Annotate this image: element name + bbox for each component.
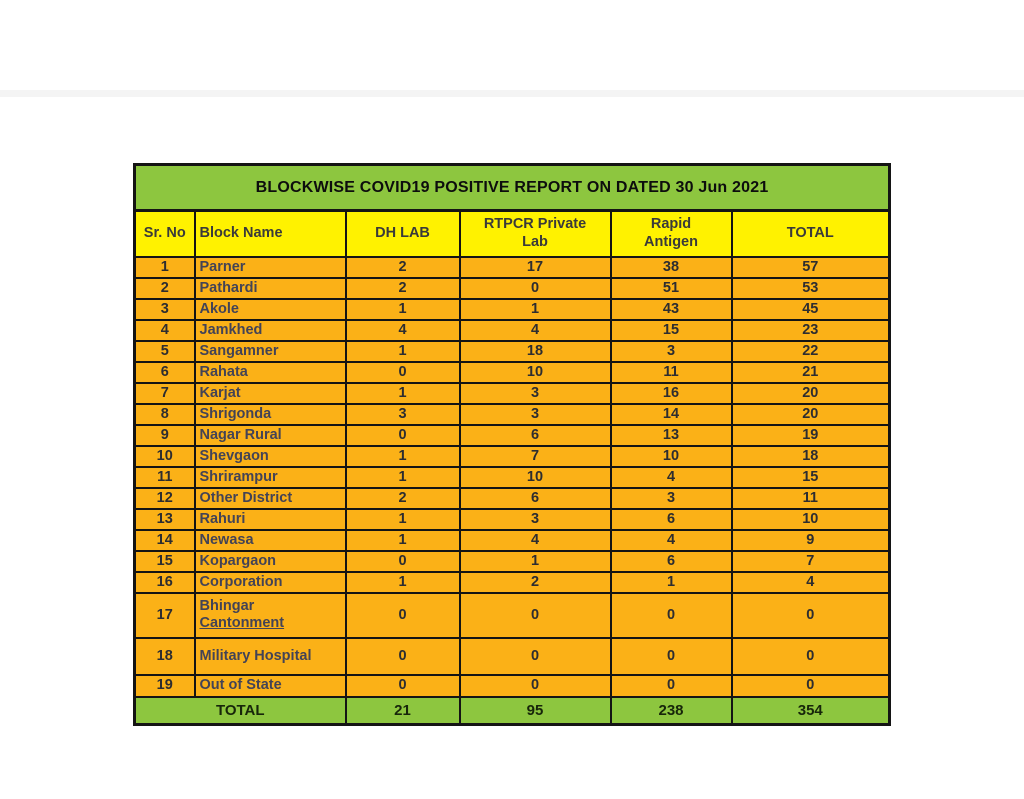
table-row — [135, 509, 890, 530]
dh-lab-cell: 1 — [346, 299, 460, 320]
table-row — [135, 467, 890, 488]
total-cell: 9 — [732, 530, 890, 551]
table-row — [135, 299, 890, 320]
total-cell: 7 — [732, 551, 890, 572]
total-cell: 15 — [732, 467, 890, 488]
table-row — [135, 638, 890, 675]
dh-lab-cell: 1 — [346, 383, 460, 404]
report-title-row — [135, 165, 890, 211]
block-name-label: Rahata — [199, 363, 248, 380]
rapid-antigen-cell: 4 — [611, 467, 732, 488]
header-row — [135, 211, 890, 257]
dh-lab-cell: 2 — [346, 488, 460, 509]
rtpcr-private-lab-cell: 4 — [460, 320, 611, 341]
sr-no-cell: 14 — [135, 530, 195, 551]
total-cell: 18 — [732, 446, 890, 467]
block-name-cell — [195, 320, 346, 341]
dh-lab-cell: 0 — [346, 675, 460, 697]
dh-lab-cell: 1 — [346, 446, 460, 467]
total-row — [135, 697, 890, 725]
block-name-label: Shevgaon — [199, 447, 269, 464]
sr-no-cell: 19 — [135, 675, 195, 697]
block-name-label: Military Hospital — [199, 647, 312, 664]
dh-lab-cell: 1 — [346, 467, 460, 488]
covid-report-table — [133, 163, 891, 726]
rapid-antigen-cell: 6 — [611, 551, 732, 572]
rtpcr-private-lab-cell: 0 — [460, 593, 611, 638]
table-row — [135, 362, 890, 383]
total-cell: 23 — [732, 320, 890, 341]
rtpcr-private-lab-cell: 3 — [460, 404, 611, 425]
column-header-total — [732, 211, 890, 257]
total-rtpcr-private-lab-cell: 95 — [460, 697, 611, 725]
dh-lab-cell: 0 — [346, 362, 460, 383]
total-cell: 53 — [732, 278, 890, 299]
block-name-label: Shrigonda — [199, 405, 272, 422]
rtpcr-private-lab-cell: 1 — [460, 551, 611, 572]
covid-report-image — [133, 163, 891, 726]
rapid-antigen-cell: 13 — [611, 425, 732, 446]
table-row — [135, 404, 890, 425]
block-name-cell — [195, 675, 346, 697]
rtpcr-private-lab-cell: 0 — [460, 278, 611, 299]
sr-no-cell: 18 — [135, 638, 195, 675]
rapid-antigen-cell: 0 — [611, 638, 732, 675]
rapid-antigen-cell: 0 — [611, 675, 732, 697]
rapid-antigen-cell: 3 — [611, 488, 732, 509]
block-name-cell — [195, 446, 346, 467]
block-name-cell — [195, 278, 346, 299]
sr-no-cell: 6 — [135, 362, 195, 383]
sr-no-cell: 11 — [135, 467, 195, 488]
rapid-antigen-cell: 16 — [611, 383, 732, 404]
total-cell: 10 — [732, 509, 890, 530]
block-name-label: Pathardi — [199, 279, 258, 296]
rtpcr-private-lab-cell: 0 — [460, 675, 611, 697]
block-name-label: Parner — [199, 258, 246, 275]
rtpcr-private-lab-cell: 3 — [460, 509, 611, 530]
total-label-cell: TOTAL — [135, 697, 346, 725]
block-name-cell — [195, 593, 346, 638]
sr-no-cell: 10 — [135, 446, 195, 467]
block-name-cell — [195, 551, 346, 572]
table-row — [135, 551, 890, 572]
dh-lab-cell: 1 — [346, 572, 460, 593]
total-cell: 20 — [732, 404, 890, 425]
sr-no-cell: 13 — [135, 509, 195, 530]
block-name-cell — [195, 638, 346, 675]
report-title: BLOCKWISE COVID19 POSITIVE REPORT ON DATED 30 Jun 2021 — [135, 165, 890, 211]
block-name-label: Akole — [199, 300, 239, 317]
block-name-label: Other District — [199, 489, 293, 506]
rapid-antigen-cell: 43 — [611, 299, 732, 320]
table-row — [135, 446, 890, 467]
column-header-label: Block Name — [199, 225, 283, 242]
block-name-label: Jamkhed — [199, 321, 263, 338]
block-name-cell — [195, 572, 346, 593]
sr-no-cell: 1 — [135, 257, 195, 278]
total-cell: 22 — [732, 341, 890, 362]
total-dh-lab-cell: 21 — [346, 697, 460, 725]
sr-no-cell: 12 — [135, 488, 195, 509]
total-rapid-antigen-cell: 238 — [611, 697, 732, 725]
rtpcr-private-lab-cell: 2 — [460, 572, 611, 593]
column-header-label: Sr. No — [143, 225, 186, 242]
sr-no-cell: 15 — [135, 551, 195, 572]
total-cell: 0 — [732, 675, 890, 697]
total-cell: 0 — [732, 593, 890, 638]
column-header-block-name — [195, 211, 346, 257]
rapid-antigen-cell: 51 — [611, 278, 732, 299]
column-header-rapid-antigen — [611, 211, 732, 257]
dh-lab-cell: 4 — [346, 320, 460, 341]
rapid-antigen-cell: 3 — [611, 341, 732, 362]
block-name-cell — [195, 299, 346, 320]
table-row — [135, 278, 890, 299]
rtpcr-private-lab-cell: 17 — [460, 257, 611, 278]
table-row — [135, 320, 890, 341]
total-cell: 0 — [732, 638, 890, 675]
block-name-cell — [195, 257, 346, 278]
rtpcr-private-lab-cell: 7 — [460, 446, 611, 467]
column-header-sr-no — [135, 211, 195, 257]
dh-lab-cell: 1 — [346, 509, 460, 530]
column-header-label: TOTAL — [786, 225, 834, 242]
table-row — [135, 425, 890, 446]
sr-no-cell: 17 — [135, 593, 195, 638]
total-cell: 57 — [732, 257, 890, 278]
rtpcr-private-lab-cell: 10 — [460, 467, 611, 488]
rapid-antigen-cell: 0 — [611, 593, 732, 638]
dh-lab-cell: 3 — [346, 404, 460, 425]
column-header-rtpcr-private-lab — [460, 211, 611, 257]
table-row — [135, 257, 890, 278]
rtpcr-private-lab-cell: 1 — [460, 299, 611, 320]
block-name-label: Karjat — [199, 384, 241, 401]
block-name-label: Out of State — [199, 677, 282, 694]
block-name-cell — [195, 404, 346, 425]
block-name-label: Sangamner — [199, 342, 279, 359]
block-name-cell — [195, 383, 346, 404]
table-row — [135, 383, 890, 404]
block-name-label: Nagar Rural — [199, 426, 282, 443]
top-divider — [0, 90, 1024, 97]
rapid-antigen-cell: 14 — [611, 404, 732, 425]
column-header-label: Rapid Antigen — [644, 216, 698, 250]
table-row — [135, 341, 890, 362]
block-name-cell — [195, 362, 346, 383]
rtpcr-private-lab-cell: 4 — [460, 530, 611, 551]
total-total-cell: 354 — [732, 697, 890, 725]
total-cell: 19 — [732, 425, 890, 446]
column-header-dh-lab — [346, 211, 460, 257]
table-row — [135, 675, 890, 697]
sr-no-cell: 5 — [135, 341, 195, 362]
dh-lab-cell: 0 — [346, 638, 460, 675]
block-name-label: Kopargaon — [199, 552, 277, 569]
total-cell: 4 — [732, 572, 890, 593]
sr-no-cell: 3 — [135, 299, 195, 320]
dh-lab-cell: 0 — [346, 593, 460, 638]
column-header-label: RTPCR Private Lab — [483, 216, 587, 250]
total-cell: 20 — [732, 383, 890, 404]
total-cell: 11 — [732, 488, 890, 509]
rtpcr-private-lab-cell: 0 — [460, 638, 611, 675]
block-name-label: Shrirampur — [199, 468, 278, 485]
rapid-antigen-cell: 6 — [611, 509, 732, 530]
rtpcr-private-lab-cell: 6 — [460, 488, 611, 509]
table-row — [135, 593, 890, 638]
dh-lab-cell: 2 — [346, 257, 460, 278]
total-cell: 45 — [732, 299, 890, 320]
sr-no-cell: 7 — [135, 383, 195, 404]
sr-no-cell: 2 — [135, 278, 195, 299]
total-cell: 21 — [732, 362, 890, 383]
rapid-antigen-cell: 38 — [611, 257, 732, 278]
block-name-cell — [195, 341, 346, 362]
block-name-label: Newasa — [199, 531, 254, 548]
rapid-antigen-cell: 11 — [611, 362, 732, 383]
block-name-cell — [195, 488, 346, 509]
sr-no-cell: 8 — [135, 404, 195, 425]
block-name-cell — [195, 530, 346, 551]
column-header-label: DH LAB — [375, 225, 430, 242]
rtpcr-private-lab-cell: 3 — [460, 383, 611, 404]
sr-no-cell: 16 — [135, 572, 195, 593]
dh-lab-cell: 1 — [346, 341, 460, 362]
sr-no-cell: 4 — [135, 320, 195, 341]
rapid-antigen-cell: 15 — [611, 320, 732, 341]
block-name-label: Bhingar Cantonment — [199, 598, 285, 631]
dh-lab-cell: 1 — [346, 530, 460, 551]
table-row — [135, 572, 890, 593]
dh-lab-cell: 2 — [346, 278, 460, 299]
sr-no-cell: 9 — [135, 425, 195, 446]
rapid-antigen-cell: 4 — [611, 530, 732, 551]
rtpcr-private-lab-cell: 6 — [460, 425, 611, 446]
dh-lab-cell: 0 — [346, 425, 460, 446]
rapid-antigen-cell: 1 — [611, 572, 732, 593]
table-row — [135, 488, 890, 509]
block-name-label: Corporation — [199, 573, 283, 590]
table-row — [135, 530, 890, 551]
dh-lab-cell: 0 — [346, 551, 460, 572]
block-name-label: Rahuri — [199, 510, 246, 527]
rtpcr-private-lab-cell: 18 — [460, 341, 611, 362]
report-table-body — [135, 257, 890, 697]
block-name-cell — [195, 425, 346, 446]
rapid-antigen-cell: 10 — [611, 446, 732, 467]
rtpcr-private-lab-cell: 10 — [460, 362, 611, 383]
block-name-cell — [195, 509, 346, 530]
block-name-cell — [195, 467, 346, 488]
